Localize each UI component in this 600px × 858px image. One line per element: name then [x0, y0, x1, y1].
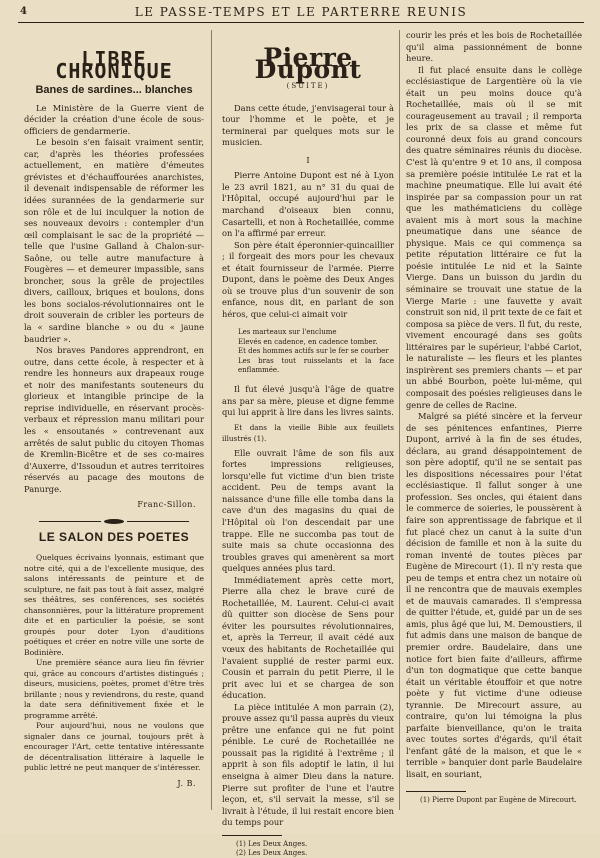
quote-line: Et dans la vieille Bible aux feuillets illustrés (1). — [222, 422, 394, 444]
page-header — [18, 4, 584, 23]
footnote-rule — [406, 791, 466, 792]
footnote: (1) Pierre Dupont par Eugène de Mirecourt. — [420, 795, 577, 804]
verse-quote — [238, 328, 394, 376]
footnote-rule — [222, 835, 282, 836]
paragraph: Immédiatement après cette mort, Pierre alla chez le brave curé de Rochetaillée, M. Laurent. Celui-ci avait dû quitter son diocèse de Sens pour éviter les poursuites révolutionnaires, et, après la Terreur, il avait cédé aux vœux des habitants de Rochetaillée qui l'avaient supplié de rester parmi eux. Cousin et parrain du petit Pierre, il le prit avec lui et se chargea de son éducation. — [222, 574, 394, 701]
footnote: (1) Les Deux Anges. — [236, 839, 308, 848]
column-1 — [24, 30, 204, 814]
salon-title: LE SALON DES POETES — [38, 529, 190, 544]
paragraph: Pour aujourd'hui, nous ne voulons que signaler dans ce journal, toujours prêt à encourager l'Art, cette tentative intéressante de décentralisation littéraire à laquelle le public lettré ne peut manquer de s'intéresser. — [24, 721, 204, 773]
suite-label: (SUITE) — [286, 82, 330, 91]
column-2 — [222, 30, 394, 857]
paragraph: Nos braves Pandores apprendront, en outre, dans cette école, à respecter et à rendre les honneurs aux drapeaux rouge et noir des manifestants souteneurs du glorieux et intangible principe de la reprise individuelle, en réservant procès-verbaux et répression manu militari pour les « ensoutanés » contrevenant aux arrêtés de salut public du citoyen Thomas de Kremlin-Bicêtre et de ses co-maires d'Auxerre, d'Issoudun et autres territoires réservés au pacage des moutons de Panurge. — [24, 345, 204, 494]
paragraph: Dans cette étude, j'envisagerai tour à tour l'homme et le poète, et je terminerai par quelques mots sur le musicien. — [222, 102, 394, 148]
verse-line: Les marteaux sur l'enclume — [238, 328, 337, 337]
page-number: 4 — [20, 6, 27, 17]
signature: J. B. — [177, 778, 196, 788]
article-title: Pierre Dupont — [254, 43, 362, 84]
paragraph: Son père était éperonnier-quincaillier ; il forgeait des mors pour les chevaux et était fournisseur de l'armée. Pierre Dupont, dans le poème des Deux Anges où se trouve plus d'un souvenir de son enfance, nous dit, en parlant de son héros, que celui-ci aimait voir — [222, 239, 394, 319]
paragraph: Malgré sa piété sincère et la ferveur de ses pénitences enfantines, Pierre Dupont, arrivé à la fin de ses études, déclara, au grand désappointement de son père adoptif, qu'il ne se sentait pas les dispositions nécessaires pour l'état ecclésiastique. Il fallut songer à une profession. Ses oncles, qui étaient dans le commerce de soieries, le poussèrent à faire son apprentissage de fabrique et il fut placé chez un canut à la suite d'un décision de famille et non à la suite du roman inventé de toutes pièces par Eugène de Mirecourt (1). Il n'y resta que peu de temps et entra chez un notaire où il ne rencontra que de mauvais exemples et de mauvais camarades. Il s'empressa de quitter l'étude, et, guidé par un de ses amis, plus âgé que lui, M. Demoustiers, il fut admis dans une maison de banque de premier ordre. Baudelaire, dans une notice fort bien faite d'ailleurs, affirme d'un ton dogmatique que cette banque était un véritable étouffoir et que notre poète y fut victime d'une odieuse tyrannie. De Mirecourt assure, au contraire, qu'on lui témoigna la plus parfaite bienveillance, qu'on le traita avec toutes sortes d'égards, qu'il était l'enfant gâté de la maison, et que le « terrible » banquier dont parle Baudelaire lisait, en souriant, — [406, 411, 582, 779]
signature: Franc-Sillon. — [137, 500, 196, 510]
paragraph: Une première séance aura lieu fin février qui, grâce au concours d'artistes distingués ; diseurs, musiciens, poètes, promet d'être très brillante ; nous y reviendrons, du reste, quand la date sera définitivement fixée et le programme arrêté. — [24, 658, 204, 720]
column-divider-2 — [399, 30, 400, 810]
publication-title: LE PASSE-TEMPS ET LE PARTERRE REUNIS — [134, 5, 468, 19]
column-3 — [406, 30, 582, 820]
column-divider-1 — [211, 30, 212, 810]
verse-line: Et des hommes actifs sur le fer se courber — [238, 347, 389, 356]
verse-line: Elevés en cadence, en cadence tomber. — [238, 337, 378, 346]
chronique-title: LIBRE CHRONIQUE — [55, 47, 173, 83]
paragraph: courir les prés et les bois de Rochetaillée qu'il aima passionnément de bonne heure. — [406, 30, 582, 64]
footnote: (2) Les Deux Anges. — [236, 848, 308, 857]
paragraph: Le besoin s'en faisait vraiment sentir, car, d'après les théories professées actuellement, en matière d'émeutes grévistes et d'échauffourées anarchistes, il devenait indispensable de réformer les idées surannées de la gendarmerie sur son rôle et de lui inculquer la notion de ses nouveaux devoirs : contempler d'un œil complaisant le sac de la propriété — telle que l'usine Galland à Chalon-sur-Saône, ou telle autre manufacture à Fougères — et demeurer impassible, sans broncher, sous la grêle de projectiles divers, cailloux, briques et boulons, dons les bons socialos-révolutionnaires ont le droit souverain de cribler les porteurs de la « sardine blanche » ou du « jaune baudrier ». — [24, 137, 204, 344]
paragraph: Quelques écrivains lyonnais, estimant que notre cité, qui a de l'excellente musique, des salons intéressants de peinture et de sculpture, ne fait pas tout à fait assez, malgré ses théâtres, ses conférences, ses sociétés chansonnières, pour la littérature proprement dite et en particulier la poésie, se sont groupés pour doter Lyon d'auditions poétiques et créer en notre ville une sorte de Bodinière. — [24, 553, 204, 657]
paragraph: Le Ministère de la Guerre vient de décider la création d'une école de sous-officiers de gendarmerie. — [24, 102, 204, 136]
paragraph: Elle ouvrait l'âme de son fils aux fortes impressions religieuses, lorsqu'elle fut victime d'un bien triste accident. Peu de temps avant la naissance d'une fille elle tomba dans la cave d'un des magasins du quai de l'Hôpital où l'on descendait par une trappe. Elle ne succomba pas tout de suite mais sa chute occasionna des troubles graves qui amenèrent sa mort quelques années plus tard. — [222, 447, 394, 574]
paragraph: Il fut placé ensuite dans le collège ecclésiastique de Largentière où la vie était un peu moins douce qu'à Rochetaillée, mais où il se mit courageusement au travail ; il remporta les prix de sa classe et même fut couronné deux fois au grand concours des quatre séminaires réunis du diocèse. C'est là qu'entre 9 et 10 ans, il composa sa première poésie intitulée Le rat et la machine pneumatique. Elle lui avait été inspirée par sa compassion pour un rat que les mathématiciens du collège avaient mis à mort sous la machine pneumatique dans une séance de physique. Mais ce qui commença sa petite réputation littéraire ce fut la poésie intitulée Le nid et la Sainte Vierge. Dans un buisson du jardin du séminaire se trouvait une statue de la Vierge Marie : une fauvette y avait construit son nid, il prit texte de ce fait et composa sa pièce de vers. Il fut, du reste, vivement encouragé dans ses goûts littéraires par le supérieur, l'abbé Cariot, le naturaliste — les fleurs et les plantes inspirèrent ses premiers chants — et par un abbé Bourbon, poète lui-même, qui composait des poésies religieuses dans le genre de celles de Racine. — [406, 64, 582, 410]
paragraph: Pierre Antoine Dupont est né à Lyon le 23 avril 1821, au n° 31 du quai de l'Hôpital, occupé aujourd'hui par le marchand d'oiseaux bien connu, Casartelli, et non à Rochetaillée, comme on l'a affirmé par erreur. — [222, 170, 394, 239]
paragraph: Il fut élevé jusqu'à l'âge de quatre ans par sa mère, pieuse et digne femme qui lui apprit à lire dans les livres saints. — [222, 383, 394, 418]
verse-line: Les bras tout ruisselants et la face enflammée. — [238, 356, 394, 375]
ornament-divider — [24, 519, 204, 524]
paragraph: La pièce intitulée A mon parrain (2), prouve assez qu'il passa auprès du vieux prêtre une enfance qui ne fut point pénible. Le curé de Rochetaillée ne poussait pas la rigidité à l'extrême ; il apprit à son fils adoptif le latin, il lui enseigna à aimer Dieu dans la nature. Pierre sut profiter de l'une et l'autre leçon, et, s'il servait la messe, s'il se livrait à l'étude, il lui restait encore bien du temps pour — [222, 701, 394, 828]
section-number: I — [306, 154, 310, 165]
chronique-subtitle: Banes de sardines... blanches — [35, 84, 193, 97]
